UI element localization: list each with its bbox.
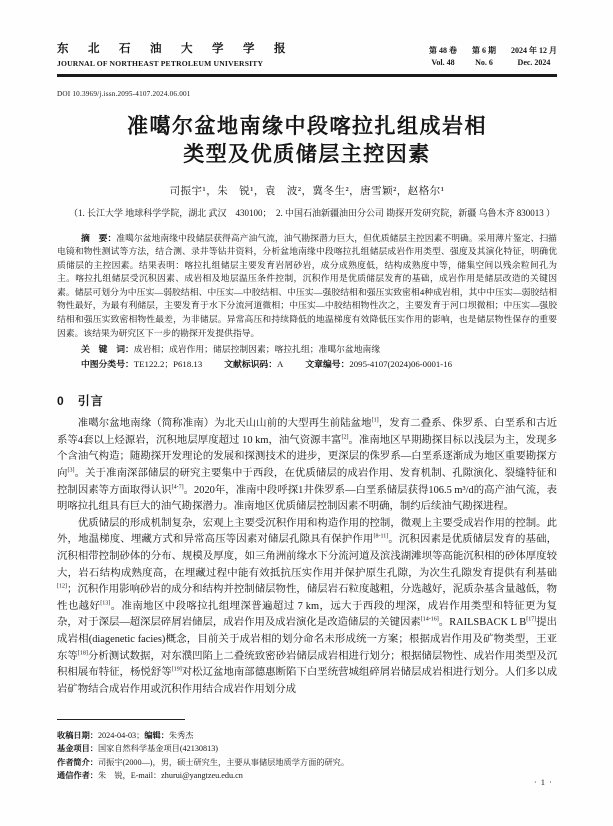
section-title: 引言: [77, 394, 104, 409]
section-number: 0: [57, 394, 65, 409]
issue-cn: 第 6 期: [472, 46, 496, 55]
clc-label: 中图分类号：: [81, 359, 134, 370]
journal-name-en: JOURNAL OF NORTHEAST PETROLEUM UNIVERSITY: [57, 59, 264, 68]
fund-value: 国家自然科学基金项目(42130813): [97, 744, 219, 754]
paragraph: 优质储层的形成机制复杂，宏观上主要受沉积作用和构造作用的控制，微观上主要受成岩作用的控制。此外，地温梯度、埋藏方式和异常高压等因素对储层孔隙具有保护作用[8-11]。沉积因素是优质储层发育的基础，沉积相带控制砂体的分布、规模及厚度，如三角洲前缘水下分流河道及滨浅湖滩坝等高能沉积相的砂体厚度较大，岩石结构成熟度高，在埋藏过程中能有效抵抗压实作用并保护原生孔隙，为次生孔隙发育提供有利基础[12]；沉积作用影响砂岩的成分和结构并控制储层物性，储层岩石粒度越粗，分选越好，泥质杂基含量越低，物性也越好[13]。准南地区中段喀拉扎组埋深普遍超过 7 km，远大于西段的埋深，成岩作用类型和特征更为复杂，对于深层—超深层碎屑岩储层，成岩作用及成岩演化是改造储层的关键因素[14-16]。RAILSBACK L B[17]提出成岩相(diagenetic facies)概念，目前关于成岩相的划分命名未形成统一方案；根据成岩作用及矿物类型，王亚东等[18]分析测试数据，对东濮凹陷上二叠统致密砂岩储层成岩相进行划分；根据储层物性、成岩作用类型及沉积相展布特征，杨悦舒等[19]对松辽盆地南部德惠断陷下白垩统营城组碎屑岩储层成岩相进行划分。人们多以成岩矿物结合成岩作用或沉积作用结合成岩作用划分成: [57, 517, 557, 695]
keywords-text: 成岩相；成岩作用；储层控制因素；喀拉扎组；准噶尔盆地南缘: [133, 344, 381, 355]
footnote-fund: [57, 742, 557, 755]
footnote-area: [57, 719, 557, 783]
corr-value: 朱 锐，E-mail：zhurui@yangtzeu.edu.cn: [97, 771, 243, 781]
clc-value: TE122.2；P618.13: [133, 359, 203, 370]
header-rule: [57, 74, 557, 77]
volume-en: Vol. 48: [431, 58, 455, 67]
journal-header: [57, 0, 557, 68]
doc-code-label: 文献标识码：: [224, 359, 278, 370]
footnotes: [57, 729, 557, 783]
footnote-corresponding: [57, 769, 557, 782]
section-heading: [57, 392, 557, 409]
journal-name-block: [57, 40, 305, 68]
abstract: [57, 232, 557, 341]
article-title-line2: 类型及优质储层主控因素: [183, 143, 431, 166]
page-content: [57, 0, 557, 716]
article-title: [57, 113, 557, 169]
issue-en: No. 6: [475, 58, 493, 67]
article-no-label: 文章编号：: [305, 359, 350, 370]
received-value: 2024-04-03；: [97, 731, 145, 740]
volume-cn: 第 48 卷: [429, 46, 457, 55]
abstract-text: 准噶尔盆地南缘中段储层获得高产油气流，油气勘探潜力巨大，但优质储层主控因素不明确。采用薄片鉴定、扫描电镜和物性测试等方法，结合测、录井等钻井资料，分析盆地南缘中段喀拉扎组储层成岩作用类型、强度及其演化特征，明确优质储层的主控因素。结果表明：喀拉扎组储层主要发育岩屑砂岩，成分成熟度低，结构成熟度中等，储集空间以残余粒间孔为主。喀拉扎组储层受沉积因素、成岩相及地层温压条件控制，沉积作用是优质储层发育的基础，成岩作用是储层改造的关键因素。储层可划分为中压实—弱胶结相、中压实—中胶结相、中压实—强胶结相和强压实致密相4种成岩相，其中中压实—弱胶结相物性最好，为最有利储层，主要发育于水下分流河道微相；中压实—中胶结相物性次之，主要发育于河口坝微相；中压实—强胶结相和强压实致密相物性最差，为非储层。异常高压和持续降低的地温梯度有效降低压实作用的影响，也是储层物性保存的重要因素。该结果为研究区下一步的勘探开发提供指导。: [57, 232, 557, 338]
journal-name-cn: 东北石油大学学报: [57, 43, 305, 55]
corr-label: 通信作者：: [57, 771, 98, 781]
footnote-received: [57, 729, 557, 742]
footnote-separator: [57, 719, 185, 720]
article-title-line1: 准噶尔盆地南缘中段喀拉扎组成岩相: [127, 115, 487, 138]
volume-info: [429, 45, 557, 68]
editor-value: 朱秀杰: [168, 731, 194, 740]
authors-line: 司振宇¹，朱 锐¹，袁 波²，冀冬生²，唐雪颖²，赵格尔¹: [169, 186, 445, 197]
doc-code-value: A: [277, 359, 284, 370]
main-text: [57, 416, 557, 716]
doi-line: DOI 10.3969/j.issn.2095-4107.2024.06.001: [57, 90, 191, 98]
article-no-value: 2095-4107(2024)06-0001-16: [349, 359, 452, 370]
date-cn: 2024 年 12 月: [511, 46, 557, 55]
bio-value: 司振宇(2000—)，男，硕士研究生，主要从事储层地质学方面的研究。: [97, 757, 350, 767]
bio-label: 作者简介：: [57, 757, 98, 767]
fund-label: 基金项目：: [57, 744, 98, 754]
paragraph: 准噶尔盆地南缘（简称准南）为北天山山前的大型再生前陆盆地[1]，发育二叠系、侏罗系、白垩系和古近系等4套以上烃源岩，沉积地层厚度超过 10 km，油气资源丰富[2]。准南地区早期勘探目标以浅层为主，发现多个含油气构造；随勘探开发理论的发展和探测技术的进步，更深层的侏罗系—白垩系逐渐成为地区重要勘探方向[3]。关于准南深部储层的研究主要集中于西段，在优质储层的成岩作用、发育机制、孔隙演化、裂缝特征和控制因素等方面取得认识[4-7]。2020年，准南中段呼探1井侏罗系—白垩系储层获得106.5 m³/d的高产油气流，表明喀拉扎组具有巨大的油气勘探潜力。准南地区优质储层控制因素不明确，制约后续油气勘探进程。: [57, 417, 557, 513]
editor-label: 编辑：: [144, 731, 169, 740]
date-en: Dec. 2024: [517, 58, 551, 67]
abstract-label: 摘 要：: [81, 232, 117, 243]
received-label: 收稿日期：: [57, 731, 98, 740]
classification-line: [57, 357, 557, 371]
footnote-bio: [57, 756, 557, 769]
keywords-label: 关 键 词：: [81, 344, 134, 355]
keywords: [57, 342, 557, 356]
page-number: · 1 ·: [533, 777, 553, 787]
affiliation: （1. 长江大学 地球科学学院，湖北 武汉 430100； 2. 中国石油新疆油田分公司 勘探开发研究院，新疆 乌鲁木齐 830013 ）: [69, 208, 556, 218]
